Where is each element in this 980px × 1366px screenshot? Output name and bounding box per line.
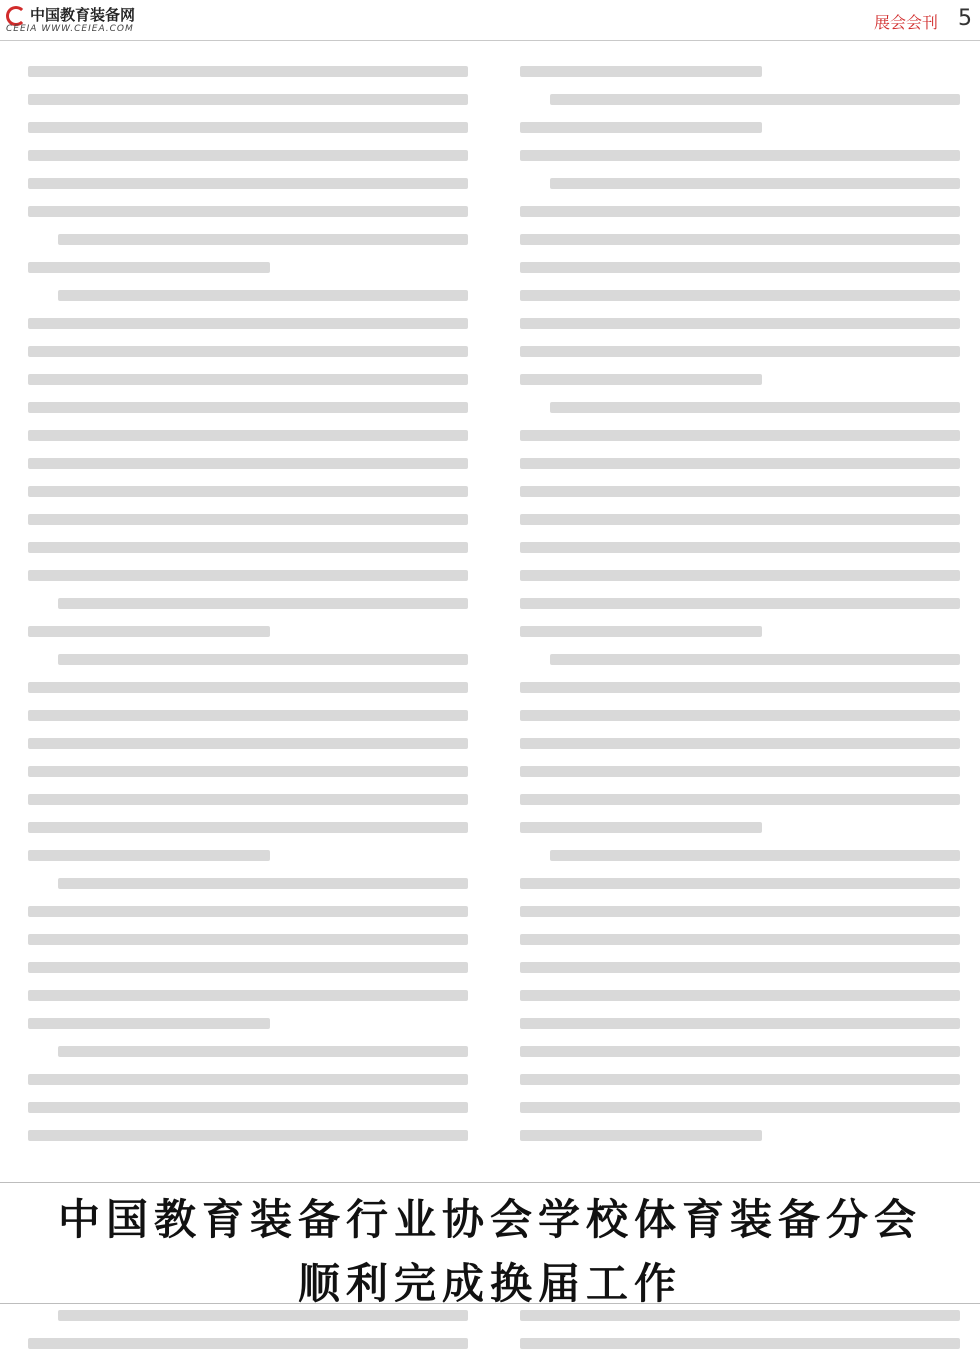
text-line-placeholder	[28, 374, 468, 385]
headline-block	[0, 1182, 980, 1308]
text-line-placeholder	[520, 542, 960, 553]
text-line-placeholder	[520, 1130, 762, 1141]
text-line-placeholder	[520, 290, 960, 301]
text-line-placeholder	[520, 906, 960, 917]
text-line-placeholder	[520, 66, 762, 77]
text-line-placeholder	[58, 1310, 468, 1321]
text-line-placeholder	[28, 1338, 468, 1349]
text-line-placeholder	[28, 626, 270, 637]
text-line-placeholder	[520, 458, 960, 469]
text-line-placeholder	[520, 1310, 960, 1321]
text-line-placeholder	[520, 1018, 960, 1029]
text-line-placeholder	[58, 598, 468, 609]
page-header	[0, 0, 980, 41]
text-line-placeholder	[58, 878, 468, 889]
text-line-placeholder	[28, 1102, 468, 1113]
article-column-right	[520, 66, 960, 1158]
text-line-placeholder	[28, 1018, 270, 1029]
text-line-placeholder	[520, 962, 960, 973]
text-line-placeholder	[28, 262, 270, 273]
text-line-placeholder	[520, 150, 960, 161]
text-line-placeholder	[520, 262, 960, 273]
bottom-column-right	[520, 1310, 960, 1366]
text-line-placeholder	[28, 150, 468, 161]
text-line-placeholder	[520, 318, 960, 329]
text-line-placeholder	[520, 934, 960, 945]
brand-subtitle: CEEIA WWW.CEIEA.COM	[6, 24, 134, 34]
text-line-placeholder	[520, 766, 960, 777]
text-line-placeholder	[28, 850, 270, 861]
text-line-placeholder	[550, 94, 960, 105]
text-line-placeholder	[520, 878, 960, 889]
text-line-placeholder	[550, 654, 960, 665]
text-line-placeholder	[28, 682, 468, 693]
bottom-column-left	[28, 1310, 468, 1366]
text-line-placeholder	[520, 1046, 960, 1057]
text-line-placeholder	[28, 346, 468, 357]
headline-line-1: 中国教育装备行业协会学校体育装备分会	[57, 1195, 922, 1244]
text-line-placeholder	[28, 66, 468, 77]
text-line-placeholder	[520, 1074, 960, 1085]
text-line-placeholder	[520, 598, 960, 609]
text-line-placeholder	[520, 206, 960, 217]
text-line-placeholder	[520, 234, 960, 245]
text-line-placeholder	[58, 1046, 468, 1057]
text-line-placeholder	[28, 766, 468, 777]
text-line-placeholder	[28, 1074, 468, 1085]
text-line-placeholder	[520, 682, 960, 693]
text-line-placeholder	[28, 206, 468, 217]
text-line-placeholder	[520, 374, 762, 385]
text-line-placeholder	[550, 850, 960, 861]
text-line-placeholder	[520, 990, 960, 1001]
text-line-placeholder	[28, 710, 468, 721]
text-line-placeholder	[28, 934, 468, 945]
text-line-placeholder	[520, 430, 960, 441]
text-line-placeholder	[28, 542, 468, 553]
text-line-placeholder	[520, 486, 960, 497]
text-line-placeholder	[28, 458, 468, 469]
text-line-placeholder	[28, 962, 468, 973]
text-line-placeholder	[28, 318, 468, 329]
page-number: 5	[958, 6, 972, 31]
text-line-placeholder	[520, 1102, 960, 1113]
text-line-placeholder	[550, 178, 960, 189]
text-line-placeholder	[58, 654, 468, 665]
text-line-placeholder	[520, 710, 960, 721]
text-line-placeholder	[520, 346, 960, 357]
text-line-placeholder	[520, 738, 960, 749]
text-line-placeholder	[28, 486, 468, 497]
article-column-left	[28, 66, 468, 1158]
text-line-placeholder	[28, 822, 468, 833]
text-line-placeholder	[28, 570, 468, 581]
text-line-placeholder	[28, 178, 468, 189]
text-line-placeholder	[28, 430, 468, 441]
text-line-placeholder	[28, 514, 468, 525]
text-line-placeholder	[28, 794, 468, 805]
text-line-placeholder	[28, 94, 468, 105]
text-line-placeholder	[520, 822, 762, 833]
text-line-placeholder	[28, 402, 468, 413]
text-line-placeholder	[520, 570, 960, 581]
ceeia-logo-icon	[6, 6, 26, 26]
text-line-placeholder	[58, 234, 468, 245]
text-line-placeholder	[28, 122, 468, 133]
brand-title: 中国教育装备网	[30, 6, 136, 24]
text-line-placeholder	[520, 122, 762, 133]
text-line-placeholder	[28, 738, 468, 749]
text-line-placeholder	[520, 1338, 960, 1349]
headline-line-2: 顺利完成换届工作	[297, 1259, 682, 1308]
text-line-placeholder	[520, 794, 960, 805]
text-line-placeholder	[520, 626, 762, 637]
text-line-placeholder	[550, 402, 960, 413]
text-line-placeholder	[520, 514, 960, 525]
text-line-placeholder	[28, 990, 468, 1001]
section-tag: 展会会刊	[873, 13, 938, 32]
text-line-placeholder	[58, 290, 468, 301]
text-line-placeholder	[28, 1130, 468, 1141]
text-line-placeholder	[28, 906, 468, 917]
